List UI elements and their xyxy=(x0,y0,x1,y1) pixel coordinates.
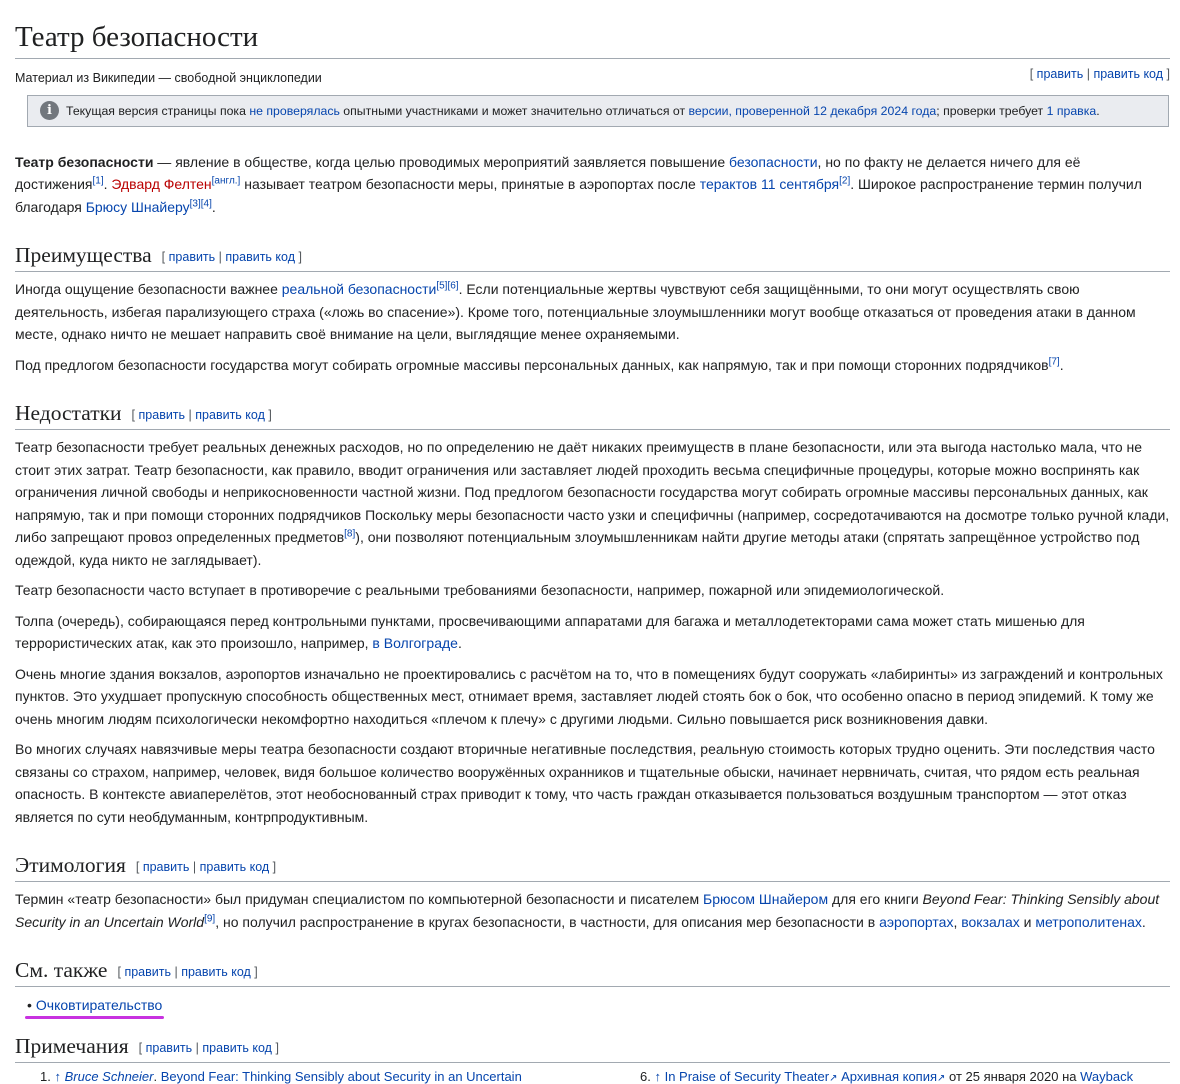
ref-back-arrow[interactable]: ↑ xyxy=(654,1068,661,1084)
section-edit-links: [ править | править код ] xyxy=(117,965,258,980)
section-see-also xyxy=(15,957,1170,1019)
ref-1[interactable]: [1] xyxy=(92,175,104,187)
section-edit-link[interactable]: править xyxy=(142,860,190,875)
page-edit-links: [ править | править код ] xyxy=(1029,66,1170,81)
tagline: Материал из Википедии — свободной энциклопедии xyxy=(15,70,322,85)
ref-3[interactable]: [3] xyxy=(189,198,201,210)
highlight-underline xyxy=(25,1016,164,1019)
link-volgograd[interactable]: в Волгограде xyxy=(372,635,458,652)
section-edit-link[interactable]: править xyxy=(168,250,216,265)
page-title: Театр безопасности xyxy=(15,0,1170,59)
paragraph: Толпа (очередь), собирающаяся перед контрольными пунктами, просвечивающими аппаратами для багажа и металлодетекторами сама может стать мишенью для террористических атак, как это произошло, например, в Волгограде. xyxy=(15,612,1085,652)
list-item xyxy=(27,995,162,1019)
section-heading: См. также [ править | править код ] xyxy=(15,957,1170,987)
paragraph: Иногда ощущение безопасности важнее реальной безопасности[5][6]. Если потенциальные жертвы чувствуют себя защищёнными, то они могут осуществлять свою деятельность, избегая парализующего страха («ложь во спасение»). Кроме того, потенциальные злоумышленники могут вообще отказаться от проведения атаки в данном месте, однако ничто не мешает направить своё внимание на цели, выглядящие менее охраняемыми. xyxy=(15,280,1136,343)
subtitle-row xyxy=(15,66,1170,93)
section-edit-code-link[interactable]: править код xyxy=(202,1040,272,1055)
notice-link-pending-edits[interactable]: 1 правка xyxy=(1046,103,1097,118)
paragraph: Под предлогом безопасности государства могут собирать огромные массивы персональных данных, как напрямую, так и при помощи сторонних подрядчиков[7]. xyxy=(15,356,1064,373)
ref-4[interactable]: [4] xyxy=(200,198,212,210)
section-edit-links: [ править | править код ] xyxy=(131,408,272,423)
notice-link-reviewed-version[interactable]: версии, проверенной 12 декабря 2024 года xyxy=(688,103,937,118)
notice-text: Текущая версия страницы пока не проверялась опытными участниками и может значительно отличаться от версии, проверенной 12 декабря 2024 года; проверки требует 1 правка. xyxy=(66,103,1100,118)
link-airports[interactable]: аэропортах xyxy=(879,913,954,930)
section-edit-code-link[interactable]: править код xyxy=(195,408,265,423)
section-notes xyxy=(15,1033,1170,1084)
external-link-icon: ↗ xyxy=(937,1072,946,1084)
link-stations[interactable]: вокзалах xyxy=(961,913,1020,930)
link-ochkovtiratelstvo[interactable]: Очковтирательство xyxy=(35,997,163,1014)
link-english-article[interactable]: [англ.] xyxy=(211,175,241,187)
section-edit-code-link[interactable]: править код xyxy=(225,250,295,265)
section-edit-link[interactable]: править xyxy=(124,965,171,980)
paragraph: Очень многие здания вокзалов, аэропортов изначально не проектировались с расчётом на то, что в помещениях будут сооружать «лабиринты» из заграждений и контрольных пунктов. Это ухудшает пропускную способность общественных мест, отнимает время, заставляет людей стоять бок о бок, что особенно опасно в период эпидемий. К тому же очень многим людям психологически некомфортно находиться «плечом к плечу» с другими людьми. Сильно повышается риск возникновения давки. xyxy=(15,665,1163,727)
wayback-link[interactable]: Wayback xyxy=(1080,1068,1134,1084)
ref-9[interactable]: [9] xyxy=(204,912,216,924)
ref-2[interactable]: [2] xyxy=(839,175,851,187)
link-security[interactable]: безопасности xyxy=(729,153,818,170)
archive-copy-link[interactable]: Архивная копия xyxy=(841,1068,938,1084)
references-list xyxy=(15,1069,1170,1084)
link-bruce-schneier[interactable]: Брюсу Шнайеру xyxy=(85,198,190,215)
page-edit-link[interactable]: править xyxy=(1036,66,1084,81)
section-disadvantages xyxy=(15,400,1170,828)
section-edit-link[interactable]: править xyxy=(138,408,186,423)
info-icon: i xyxy=(40,101,59,120)
ref-7[interactable]: [7] xyxy=(1048,356,1060,368)
section-edit-code-link[interactable]: править код xyxy=(181,965,251,980)
lead-paragraph: Театр безопасности — явление в обществе, когда целью проводимых мероприятий заявляется повышение безопасности, но по факту не делается ничего для её достижения[1]. Эдвард Фелтен[англ.] называет театром безопасности меры, принятые в аэропортах после терактов 11 сентября[2]. Широкое распространение термин получил благодаря Брюсу Шнайеру[3][4]. xyxy=(15,153,1142,215)
ref-title-link[interactable]: In Praise of Security Theater xyxy=(664,1068,830,1084)
ref-back-arrow[interactable]: ↑ xyxy=(54,1068,61,1084)
ref-author-link[interactable]: Bruce Schneier xyxy=(64,1068,154,1084)
link-metro[interactable]: метрополитенах xyxy=(1035,913,1142,930)
paragraph: Термин «театр безопасности» был придуман специалистом по компьютерной безопасности и писателем Брюсом Шнайером для его книги Beyond Fear: Thinking Sensibly about Security in an Uncertain World[9], но получил распространение в кругах безопасности, в частности, для описания мер безопасности в аэропортах, вокзалах и метрополитенах. xyxy=(15,891,1160,930)
external-link-icon: ↗ xyxy=(829,1072,838,1084)
link-september-11[interactable]: терактов 11 сентября xyxy=(699,176,840,193)
reference-item: 1. ↑ Bruce Schneier. Beyond Fear: Thinking Sensibly about Security in an Uncertain xyxy=(40,1068,522,1084)
section-edit-link[interactable]: править xyxy=(145,1040,193,1055)
section-edit-code-link[interactable]: править код xyxy=(199,860,270,875)
section-heading: Преимущества [ править | править код ] xyxy=(15,242,1170,272)
paragraph: Во многих случаях навязчивые меры театра безопасности создают вторичные негативные последствия, реальную стоимость которых трудно оценить. Эти последствия часто связаны со страхом, например, человек, видя большое количество вооружённых охранников и тщательные обыски, начинает нервничать, считая, что рядом есть реальная опасность. В контексте авиаперелётов, этот необоснованный страх приводит к тому, что часть граждан отказывается пользоваться воздушным транспортом — этот отказ является по сути необдуманным, контрпродуктивным. xyxy=(15,741,1155,825)
page-edit-code-link[interactable]: править код xyxy=(1093,66,1164,81)
section-edit-links: [ править | править код ] xyxy=(138,1040,279,1055)
section-advantages xyxy=(15,242,1170,376)
review-notice xyxy=(27,95,1169,127)
section-edit-links: [ править | править код ] xyxy=(135,860,277,875)
ref-6[interactable]: [6] xyxy=(447,280,459,292)
section-heading: Этимология [ править | править код ] xyxy=(15,852,1170,882)
section-heading: Примечания [ править | править код ] xyxy=(15,1033,1170,1063)
bullet: • xyxy=(27,997,32,1014)
ref-title-link[interactable]: Beyond Fear: Thinking Sensibly about Security in an Uncertain xyxy=(160,1068,522,1084)
link-real-security[interactable]: реальной безопасности xyxy=(281,281,437,298)
section-edit-links: [ править | править код ] xyxy=(161,250,302,265)
section-etymology xyxy=(15,852,1170,933)
reference-item: 6. ↑ In Praise of Security Theater↗ Архивная копия↗ от 25 января 2020 на Wayback xyxy=(640,1068,1134,1084)
paragraph: Театр безопасности требует реальных денежных расходов, но по определению не даёт никаких преимуществ в плане безопасности, или эта выгода настолько мала, что не стоит этих затрат. Театр безопасности, как правило, вводит ограничения или заставляет людей проходить весьма специфичные процедуры, которые можно воспринять как ограничения личной свободы и неприкосновенности частной жизни. Под предлогом безопасности государства могут собирать огромные массивы персональных данных, как напрямую, так и при помощи сторонних подрядчиков Поскольку меры безопасности часто узки и специфичны (например, сосредотачиваются на досмотре только ручной клади, либо запрещают провоз определенных предметов[8]), они позволяют потенциальным злоумышленникам найти другие методы атаки (спрятать запрещённое устройство под одеждой, куда никто не заглядывает). xyxy=(15,439,1170,568)
paragraph: Театр безопасности часто вступает в противоречие с реальными требованиями безопасности, например, пожарной или эпидемиологической. xyxy=(15,582,945,599)
link-edward-felten[interactable]: Эдвард Фелтен xyxy=(111,176,212,193)
ref-8[interactable]: [8] xyxy=(344,528,356,540)
notice-link-unreviewed[interactable]: не проверялась xyxy=(249,103,340,118)
section-heading: Недостатки [ править | править код ] xyxy=(15,400,1170,430)
ref-5[interactable]: [5] xyxy=(436,280,448,292)
link-bruce-schneier-2[interactable]: Брюсом Шнайером xyxy=(703,891,829,908)
